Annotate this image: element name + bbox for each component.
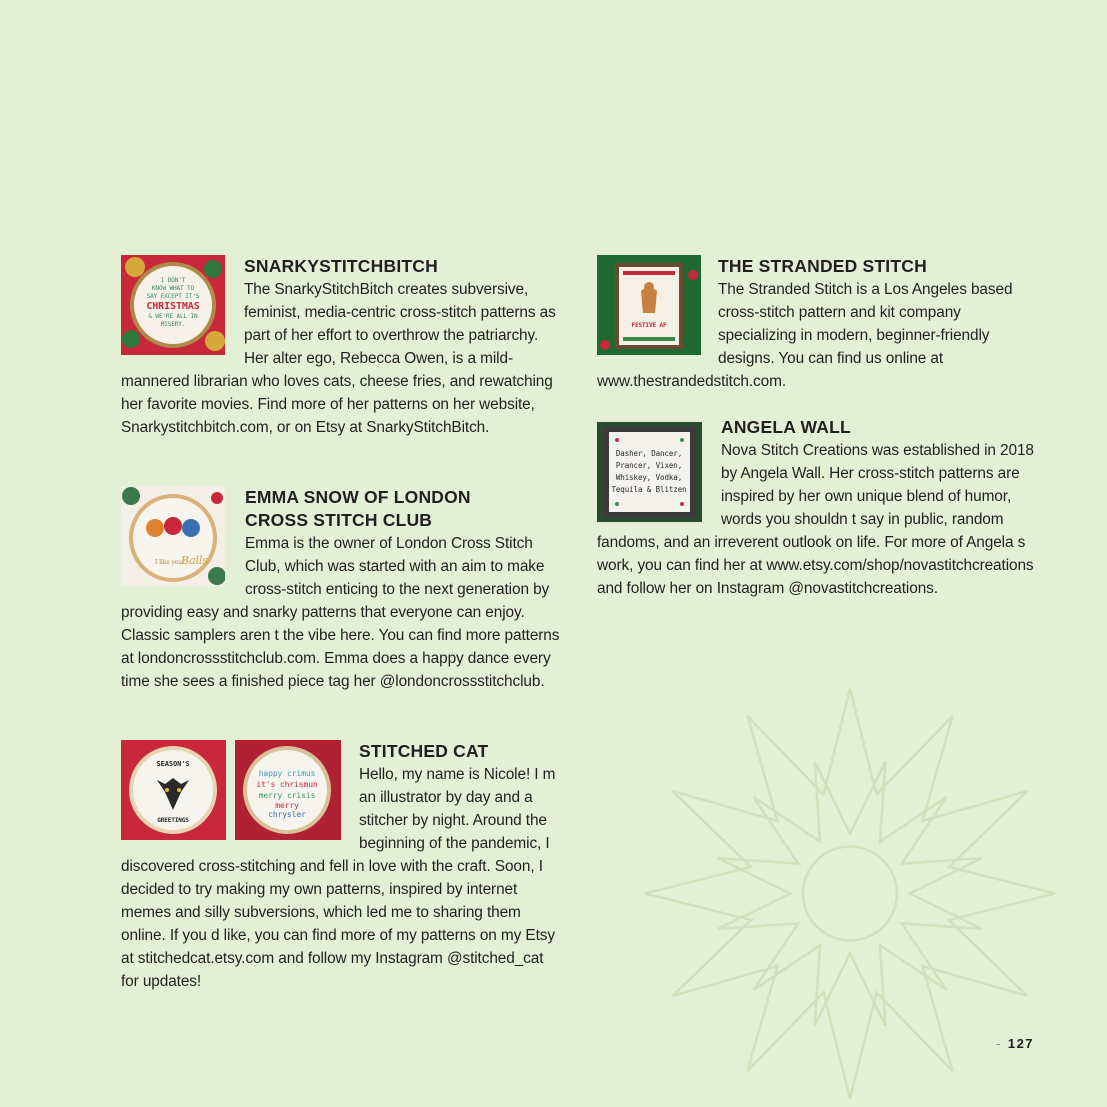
bio-text-emma-snow: Emma is the owner of London Cross Stitch Club, which was started with an aim to make cross-stitch enticing to the next generation by providing easy and snarky patterns that everyone can enjoy. Classic samplers aren t the vibe here. You can find more patterns at londoncrossstitchclub.com. Emma does a happy dance every time she sees a finished piece tag her @londoncrossstitchclub. xyxy=(121,535,560,690)
angela-image-line-2: Prancer, Vixen, xyxy=(615,461,683,470)
bio-text-stitched-cat: Hello, my name is Nicole! I m an illustrator by day and a stitcher by night. Around the beginning of the pandemic, I discovered cross-stitching and fell in love with the craft. Soon, I decided to try making my own patterns, inspired by internet memes and silly subversions, which led me to sharing them online. If you d like, you can find more of my patterns on my Etsy at stitchedcat.etsy.com and follow my Instagram @stitched_cat for updates! xyxy=(121,766,556,990)
page-number-dash: - xyxy=(996,1036,1002,1051)
bio-title-emma-line-2: CROSS STITCH CLUB xyxy=(245,510,433,530)
snarky-image-line-2: KNOW WHAT TO xyxy=(151,285,195,292)
angela-image-line-3: Whiskey, Vodka, xyxy=(615,473,683,482)
cat-image2-line-5: chrysler xyxy=(268,810,306,819)
bio-title-emma-line-1: EMMA SNOW OF LONDON xyxy=(245,487,471,507)
bio-emma-snow xyxy=(121,486,561,693)
bio-snarkystitchbitch xyxy=(121,255,561,439)
stitched-cat-photos xyxy=(121,740,341,840)
emma-image-line-2: Balls xyxy=(181,554,208,567)
angela-image-line-1: Dasher, Dancer, xyxy=(615,449,683,458)
page-number xyxy=(996,1036,1034,1051)
cat-image1-line-1: SEASON'S xyxy=(156,760,190,768)
stranded-image-line-1: FESTIVE AF xyxy=(631,322,667,329)
snarky-image-line-1: I DON'T xyxy=(160,277,186,284)
snarky-image-line-3: SAY EXCEPT IT'S xyxy=(146,293,200,300)
cat-image2-line-1: happy crimus xyxy=(258,769,316,778)
bio-title-stranded-stitch: THE STRANDED STITCH xyxy=(718,256,927,276)
cat-image1-line-2: GREETINGS xyxy=(157,817,189,824)
snarky-image-line-5: & WE'RE ALL IN xyxy=(148,313,198,320)
stranded-stitch-photo xyxy=(597,255,701,355)
cat-image2-line-2: it's chrismun xyxy=(256,780,318,789)
angela-wall-photo xyxy=(597,422,702,522)
snarky-image-line-4: CHRISTMAS xyxy=(146,301,200,312)
bio-stranded-stitch xyxy=(597,255,1037,393)
emma-hoop-photo xyxy=(121,486,225,586)
bio-angela-wall xyxy=(597,416,1037,600)
bio-title-stitched-cat: STITCHED CAT xyxy=(359,741,489,761)
cat-image2-line-3: merry crisis xyxy=(258,791,316,800)
snarky-image-line-6: MISERY. xyxy=(160,321,186,328)
bio-text-angela-wall: Nova Stitch Creations was established in 2018 by Angela Wall. Her cross-stitch patterns are inspired by her own unique blend of humor, words you shouldn t say in public, random fandoms, and an irreverent outlook on life. For more of Angela s work, you can find her at www.etsy.com/shop/novastitchcreations and follow her on Instagram @novastitchcreations. xyxy=(597,442,1034,597)
page-number-value: 127 xyxy=(1007,1036,1035,1051)
cat-image2-line-4: merry xyxy=(275,801,299,810)
bio-title-angela-wall: ANGELA WALL xyxy=(721,417,851,437)
bio-text-stranded-stitch: The Stranded Stitch is a Los Angeles based cross-stitch pattern and kit company specializing in modern, beginner-friendly designs. You can find us online at www.thestrandedstitch.com. xyxy=(597,281,1013,390)
bio-stitched-cat xyxy=(121,740,563,993)
bio-title-snarkystitchbitch: SNARKYSTITCHBITCH xyxy=(244,256,438,276)
snarky-hoop-photo xyxy=(121,255,225,355)
bio-text-snarkystitchbitch: The SnarkyStitchBitch creates subversive, feminist, media-centric cross-stitch patterns as part of her effort to overthrow the patriarchy. Her alter ego, Rebecca Owen, is a mild-mannered librarian who loves cats, cheese fries, and rewatching her favorite movies. Find more of her patterns on her website, Snarkystitchbitch.com, or on Etsy at SnarkyStitchBitch. xyxy=(121,281,556,436)
angela-image-line-4: Tequila & Blitzen xyxy=(611,485,687,494)
emma-image-line-1: I like your xyxy=(155,559,185,566)
